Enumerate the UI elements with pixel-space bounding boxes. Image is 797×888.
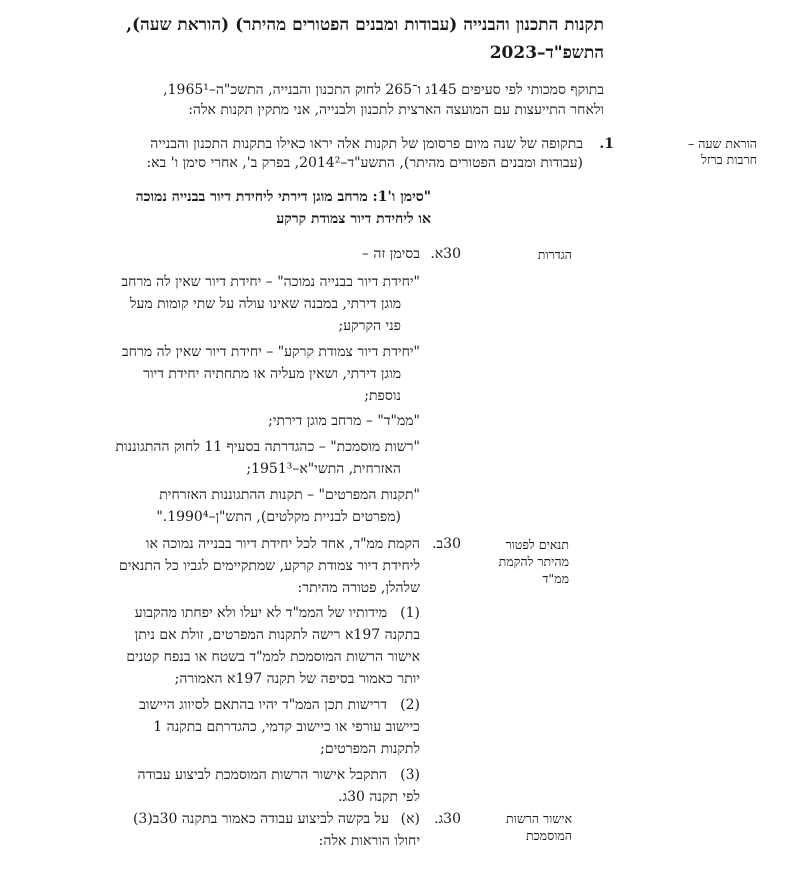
- definitions-margin-note: הגדרות: [537, 247, 572, 262]
- conditions-margin-line3: ממ"ד: [542, 571, 569, 586]
- conditions-intro-line1: הקמת ממ"ד, אחד לכל יחידת דיור בבנייה נמוכה או: [145, 536, 420, 552]
- definition-1-line2: מוגן דירתי, במבנה שאינו עולה על שתי קומות מעל: [129, 296, 401, 312]
- condition-3-number: (3): [400, 767, 420, 783]
- conditions-number: 30ב.: [431, 536, 461, 552]
- condition-2-number: (2): [400, 697, 420, 713]
- conditions-margin-line1: תנאים לפטור: [505, 537, 569, 552]
- subchapter-heading-line1: "סימן ו'1: מרחב מוגן דירתי ליחידת דיור בבנייה נמוכה: [135, 189, 431, 205]
- approval-item-number: (א): [400, 811, 420, 827]
- definition-1-line1: "יחידת דיור בבנייה נמוכה" – יחידת דיור שאין לה מרחב: [121, 274, 420, 290]
- section1-margin-line1: הוראת שעה –: [688, 136, 757, 151]
- approval-line2: יחולו הוראות אלה:: [318, 833, 420, 849]
- regulation-title-line1: תקנות התכנון והבנייה (עבודות ומבנים הפטורים מהיתר) (הוראת שעה),: [126, 15, 604, 35]
- conditions-margin-line2: מהיתר להקמת: [498, 554, 569, 569]
- condition-2-line2: כיישוב עורפי או כיישוב קדמי, כהגדרתם בתקנה 1: [153, 719, 420, 735]
- definition-5-line2: (מפרטים לבניית מקלטים), התש"ן–1990⁴.": [156, 509, 401, 525]
- definitions-intro: בסימן זה –: [361, 246, 420, 262]
- definition-3-line1: "ממ"ד" – מרחב מוגן דירתי;: [268, 413, 420, 429]
- condition-1-line4: יותר כאמור בסיפה של תקנה 197א האמורה;: [174, 671, 420, 687]
- section1-margin-line2: חרבות ברזל: [701, 152, 757, 167]
- condition-1-line3: אישור הרשות המוסמכת לממ"ד בשטח או בנפח קטנים: [126, 649, 420, 665]
- definition-2-line3: נוספת;: [364, 388, 401, 404]
- condition-1-line1: מידותיו של הממ"ד לא יעלו ולא יפחתו מהקבוע: [134, 605, 387, 621]
- regulation-title-line2: התשפ"ד–2023: [489, 43, 604, 63]
- condition-3-line1: התקבל אישור הרשות המוסמכת לביצוע עבודה: [137, 767, 387, 783]
- definition-4-line2: האזרחית, התשי"א–1951³;: [246, 461, 401, 477]
- definition-5-line1: "תקנות המפרטים" – תקנות ההתגוננות האזרחית: [159, 487, 420, 503]
- conditions-intro-line3: שלהלן, פטורה מהיתר:: [297, 580, 420, 596]
- definition-2-line1: "יחידת דיור צמודת קרקע" – יחידת דיור שאין לה מרחב: [121, 344, 420, 360]
- condition-2-line3: לתקנות המפרטים;: [320, 741, 420, 757]
- approval-margin-line1: אישור הרשות: [506, 811, 572, 826]
- condition-1-number: (1): [400, 605, 420, 621]
- section1-line1: בתקופה של שנה מיום פרסומן של תקנות אלה יראו כאילו בתקנות התכנון והבנייה: [150, 136, 583, 152]
- approval-number: 30ג.: [434, 811, 461, 827]
- definition-4-line1: "רשות מוסמכת" – כהגדרתה בסעיף 11 לחוק ההתגוננות: [115, 439, 420, 455]
- subchapter-heading-line2: או ליחידת דיור צמודת קרקע: [276, 211, 431, 227]
- preamble-line2: ולאחר התייעצות עם המועצה הארצית לתכנון ולבנייה, אני מתקין תקנות אלה:: [188, 102, 604, 118]
- conditions-intro-line2: ליחידת דיור צמודת קרקע, שמתקיימים לגביו כל התנאים: [119, 558, 420, 574]
- preamble-line1: בתוקף סמכותי לפי סעיפים 145ג ו־265 לחוק התכנון והבנייה, התשכ"ה–1965¹,: [163, 82, 604, 98]
- section1-line2: (עבודות ומבנים הפטורים מהיתר), התשע"ד–2014², בפרק ב', אחרי סימן ו' בא:: [146, 155, 583, 171]
- condition-3-line2: לפי תקנה 30ג.: [338, 789, 420, 805]
- approval-line1: על בקשה לביצוע עבודה כאמור בתקנה 30ב(3): [132, 811, 389, 827]
- section1-number: 1.: [599, 136, 614, 152]
- approval-margin-line2: המוסמכת: [525, 828, 572, 843]
- definition-2-line2: מוגן דירתי, ושאין מעליה או מתחתיה יחידת דיור: [143, 366, 401, 382]
- condition-1-line2: בתקנה 197א רישה לתקנות המפרטים, זולת אם ניתן: [134, 627, 420, 643]
- condition-2-line1: דרישות תכן הממ"ד יהיו בהתאם לסיווג היישוב: [139, 697, 387, 713]
- definition-1-line3: פני הקרקע;: [338, 318, 401, 334]
- definitions-number: 30א.: [430, 246, 461, 262]
